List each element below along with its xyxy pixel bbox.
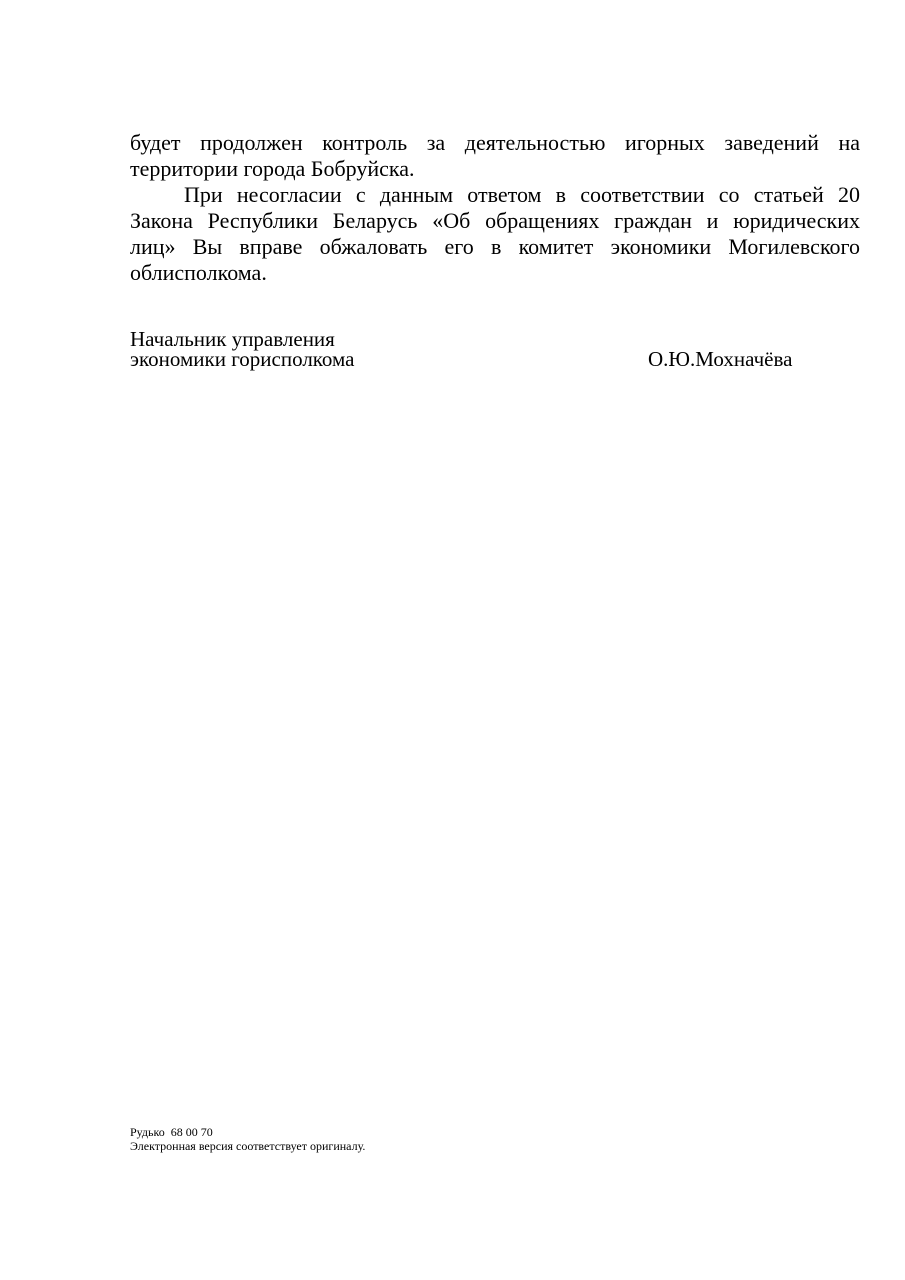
electronic-version-note: Электронная версия соответствует оригиналу. [130,1139,366,1153]
document-body [130,130,860,286]
text-line: лиц» Вы вправе обжаловать его в комитет экономики Могилевского [130,234,860,259]
position-line: экономики горисполкома [130,347,355,371]
signature-position [130,329,355,369]
text-line: При несогласии с данным ответом в соответствии со статьей 20 [184,182,860,207]
text-line: Закона Республики Беларусь «Об обращениях граждан и юридических [130,208,860,233]
position-line: Начальник управления [130,327,335,351]
signatory-name: О.Ю.Мохначёва [648,347,793,371]
text-line: будет продолжен контроль за деятельностью игорных заведений на [130,130,860,155]
text-line: территории города Бобруйска. [130,156,415,181]
footer [130,1125,365,1153]
text-line: облисполкома. [130,260,267,285]
executor-contact: Рудько 68 00 70 [130,1125,213,1139]
